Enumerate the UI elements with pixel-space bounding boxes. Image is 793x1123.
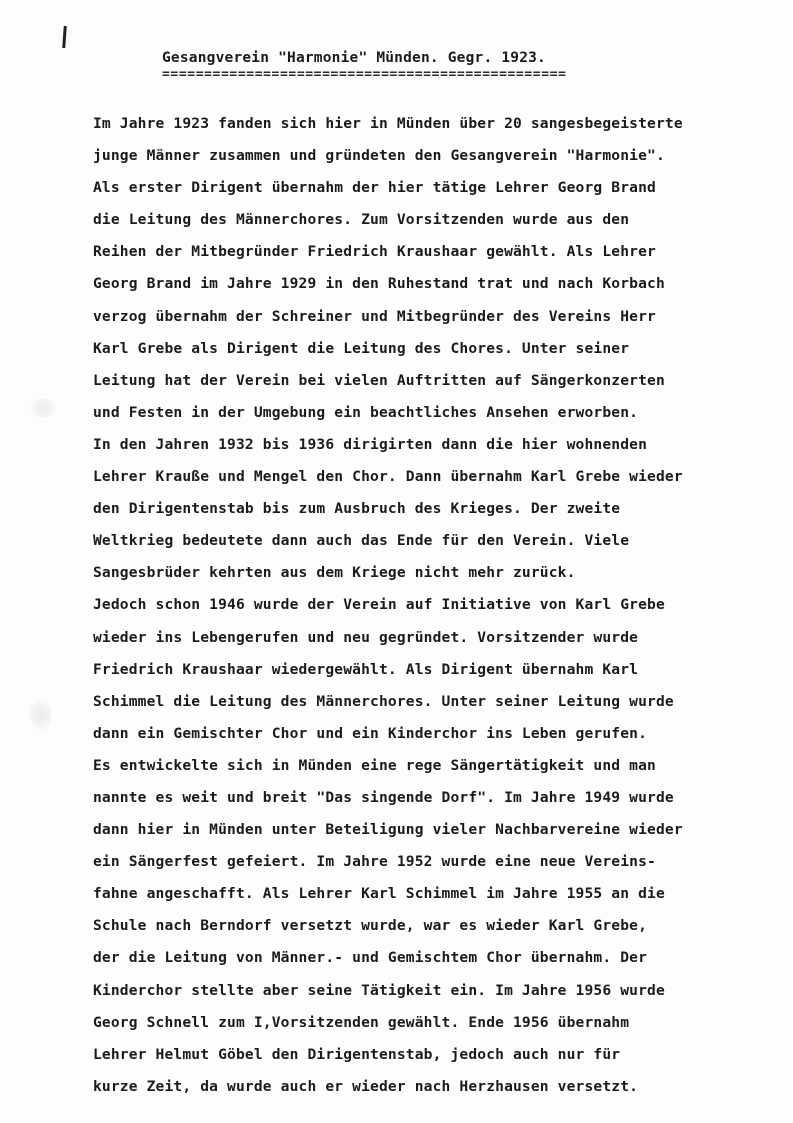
text-line: Im Jahre 1923 fanden sich hier in Münden über 20 sangesbegeisterte	[93, 115, 683, 132]
text-line: Es entwickelte sich in Münden eine rege Sängertätigkeit und man	[93, 756, 656, 774]
text-line: der die Leitung von Männer.- und Gemischtem Chor übernahm. Der	[93, 949, 648, 967]
text-line: Lehrer Krauße und Mengel den Chor. Dann übernahm Karl Grebe wieder	[93, 468, 683, 486]
paper-smudge	[30, 700, 52, 730]
text-line: dann ein Gemischter Chor und ein Kinderchor ins Leben gerufen.	[93, 724, 648, 742]
text-line: Schimmel die Leitung des Männerchores. Unter seiner Leitung wurde	[93, 692, 674, 710]
text-line: dann hier in Münden unter Beteiligung vieler Nachbarvereine wieder	[93, 821, 683, 839]
text-line: die Leitung des Männerchores. Zum Vorsitzenden wurde aus den	[93, 211, 630, 229]
text-line: wieder ins Lebengerufen und neu gegründet. Vorsitzender wurde	[93, 628, 639, 646]
document-body	[93, 108, 753, 1103]
text-line: ein Sängerfest gefeiert. Im Jahre 1952 wurde eine neue Vereins-	[93, 853, 656, 871]
text-line: verzog übernahm der Schreiner und Mitbegründer des Vereins Herr	[93, 307, 656, 325]
text-line: fahne angeschafft. Als Lehrer Karl Schimmel im Jahre 1955 an die	[93, 885, 665, 903]
text-line: Georg Brand im Jahre 1929 in den Ruhestand trat und nach Korbach	[93, 275, 665, 293]
text-line: Karl Grebe als Dirigent die Leitung des Chores. Unter seiner	[93, 339, 630, 357]
text-line: den Dirigentenstab bis zum Ausbruch des Krieges. Der zweite	[93, 500, 621, 518]
text-line: Als erster Dirigent übernahm der hier tätige Lehrer Georg Brand	[93, 179, 656, 197]
text-line: nannte es weit und breit "Das singende Dorf". Im Jahre 1949 wurde	[93, 788, 674, 806]
title-underline: ================================================	[162, 67, 567, 82]
text-line: Kinderchor stellte aber seine Tätigkeit ein. Im Jahre 1956 wurde	[93, 981, 665, 999]
text-line: kurze Zeit, da wurde auch er wieder nach Herzhausen versetzt.	[93, 1077, 639, 1095]
paper-smudge	[30, 398, 56, 418]
text-line: Lehrer Helmut Göbel den Dirigentenstab, jedoch auch nur für	[93, 1045, 621, 1063]
text-line: Leitung hat der Verein bei vielen Auftritten auf Sängerkonzerten	[93, 371, 665, 389]
text-line: Sangesbrüder kehrten aus dem Kriege nicht mehr zurück.	[93, 564, 576, 582]
text-line: junge Männer zusammen und gründeten den Gesangverein "Harmonie".	[93, 147, 665, 165]
text-line: Reihen der Mitbegründer Friedrich Kraushaar gewählt. Als Lehrer	[93, 243, 656, 261]
text-line: Weltkrieg bedeutete dann auch das Ende für den Verein. Viele	[93, 532, 630, 550]
text-line: Schule nach Berndorf versetzt wurde, war es wieder Karl Grebe,	[93, 917, 648, 935]
text-line: Jedoch schon 1946 wurde der Verein auf Initiative von Karl Grebe	[93, 596, 665, 614]
text-line: In den Jahren 1932 bis 1936 dirigirten dann die hier wohnenden	[93, 435, 648, 453]
document-title: Gesangverein "Harmonie" Münden. Gegr. 1923.	[162, 50, 546, 66]
text-line: Friedrich Kraushaar wiedergewählt. Als Dirigent übernahm Karl	[93, 660, 639, 678]
text-line: Georg Schnell zum I,Vorsitzenden gewählt. Ende 1956 übernahm	[93, 1013, 630, 1031]
page-margin-mark	[62, 26, 67, 48]
text-line: und Festen in der Umgebung ein beachtliches Ansehen erworben.	[93, 403, 639, 421]
